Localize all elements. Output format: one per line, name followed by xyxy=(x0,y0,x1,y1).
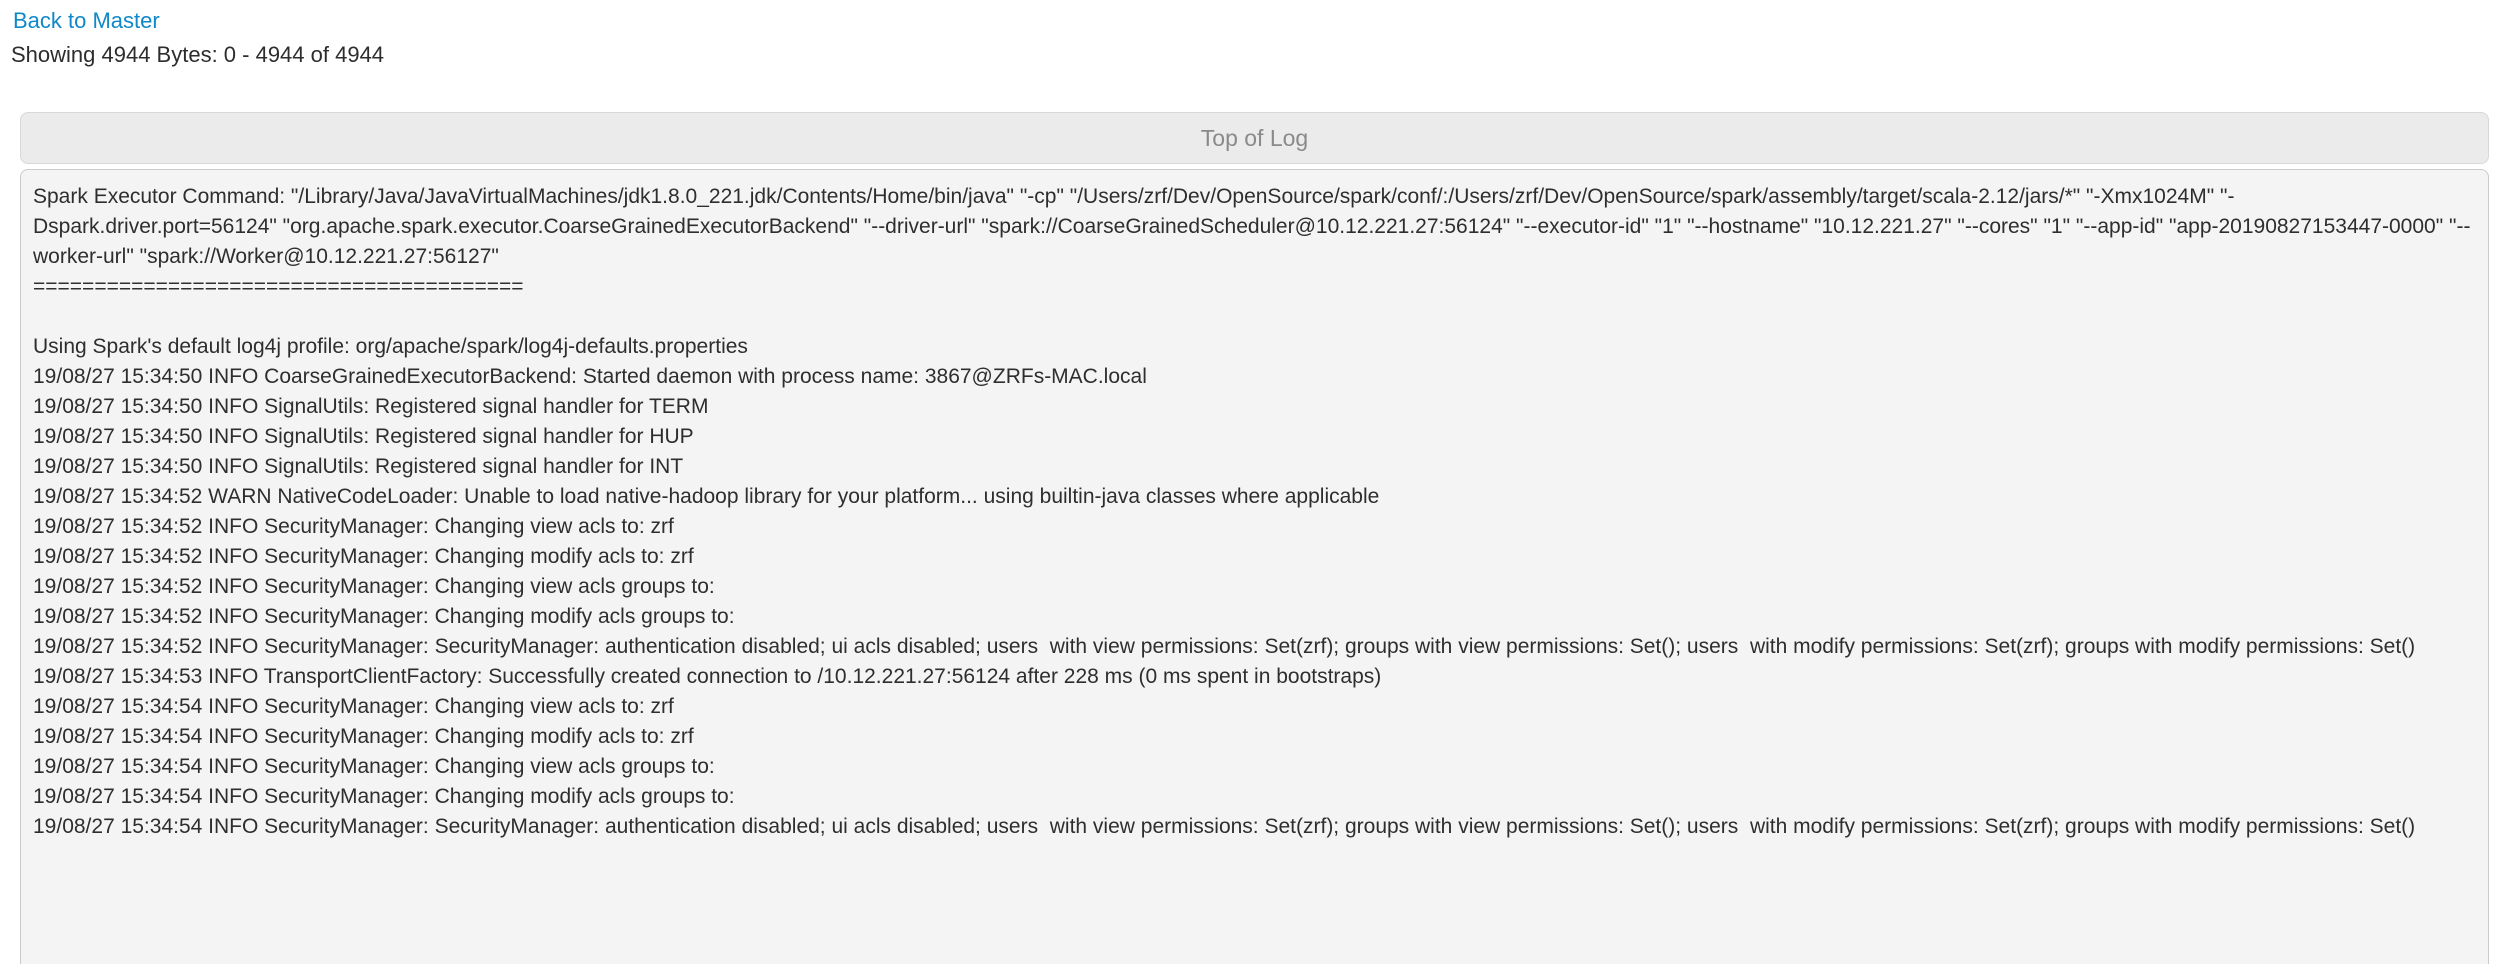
byte-range-text: Showing 4944 Bytes: 0 - 4944 of 4944 xyxy=(11,42,385,67)
log-line: 19/08/27 15:34:54 INFO SecurityManager: Changing modify acls to: zrf xyxy=(33,725,694,748)
log-box xyxy=(20,169,2489,964)
log-line: Using Spark's default log4j profile: org/apache/spark/log4j-defaults.properties xyxy=(33,335,748,358)
log-line: 19/08/27 15:34:52 INFO SecurityManager: SecurityManager: authentication disabled; ui acls disabled; users with view permissions: Set(zrf); groups with view permissions: Set(); users with modify permissions: Set(zrf); groups with modify permissions: Set() xyxy=(33,635,2416,658)
back-to-master-link[interactable]: Back to Master xyxy=(13,8,160,33)
log-line: 19/08/27 15:34:50 INFO SignalUtils: Registered signal handler for INT xyxy=(33,455,684,478)
log-line: 19/08/27 15:34:53 INFO TransportClientFactory: Successfully created connection to /10.12.221.27:56124 after 228 ms (0 ms spent in bootstraps) xyxy=(33,665,1382,688)
log-line: 19/08/27 15:34:54 INFO SecurityManager: Changing modify acls groups to: xyxy=(33,785,735,808)
log-line: 19/08/27 15:34:52 INFO SecurityManager: Changing modify acls groups to: xyxy=(33,605,735,628)
log-line xyxy=(33,302,2474,332)
log-header-bar xyxy=(20,112,2489,164)
log-line: 19/08/27 15:34:54 INFO SecurityManager: SecurityManager: authentication disabled; ui acls disabled; users with view permissions: Set(zrf); groups with view permissions: Set(); users with modify permissions: Set(zrf); groups with modify permissions: Set() xyxy=(33,815,2416,838)
log-content xyxy=(21,170,2488,856)
log-header-title: Top of Log xyxy=(1200,124,1309,151)
log-line: Spark Executor Command: "/Library/Java/JavaVirtualMachines/jdk1.8.0_221.jdk/Contents/Home/bin/java" "-cp" "/Users/zrf/Dev/OpenSource/spark/conf/:/Users/zrf/Dev/OpenSource/spark/assembly/target/scala-2.12/jars/*" "-Xmx1024M" "-Dspark.driver.port=56124" "org.apache.spark.executor.CoarseGrainedExecutorBackend" "--driver-url" "spark://CoarseGrainedScheduler@10.12.221.27:56124" "--executor-id" "1" "--hostname" "10.12.221.27" "--cores" "1" "--app-id" "app-20190827153447-0000" "--worker-url" "spark://Worker@10.12.221.27:56127" xyxy=(33,185,2471,268)
log-line: 19/08/27 15:34:54 INFO SecurityManager: Changing view acls groups to: xyxy=(33,755,715,778)
log-line: 19/08/27 15:34:52 WARN NativeCodeLoader: Unable to load native-hadoop library for your platform... using builtin-java classes where applicable xyxy=(33,485,1380,508)
log-line: 19/08/27 15:34:50 INFO SignalUtils: Registered signal handler for HUP xyxy=(33,425,694,448)
log-line: 19/08/27 15:34:52 INFO SecurityManager: Changing view acls to: zrf xyxy=(33,515,674,538)
log-line: 19/08/27 15:34:54 INFO SecurityManager: Changing view acls to: zrf xyxy=(33,695,674,718)
log-line: 19/08/27 15:34:50 INFO CoarseGrainedExecutorBackend: Started daemon with process name: 3867@ZRFs-MAC.local xyxy=(33,365,1147,388)
log-line: ======================================== xyxy=(33,275,524,298)
log-line: 19/08/27 15:34:50 INFO SignalUtils: Registered signal handler for TERM xyxy=(33,395,709,418)
log-line: 19/08/27 15:34:52 INFO SecurityManager: Changing modify acls to: zrf xyxy=(33,545,694,568)
log-line: 19/08/27 15:34:52 INFO SecurityManager: Changing view acls groups to: xyxy=(33,575,715,598)
